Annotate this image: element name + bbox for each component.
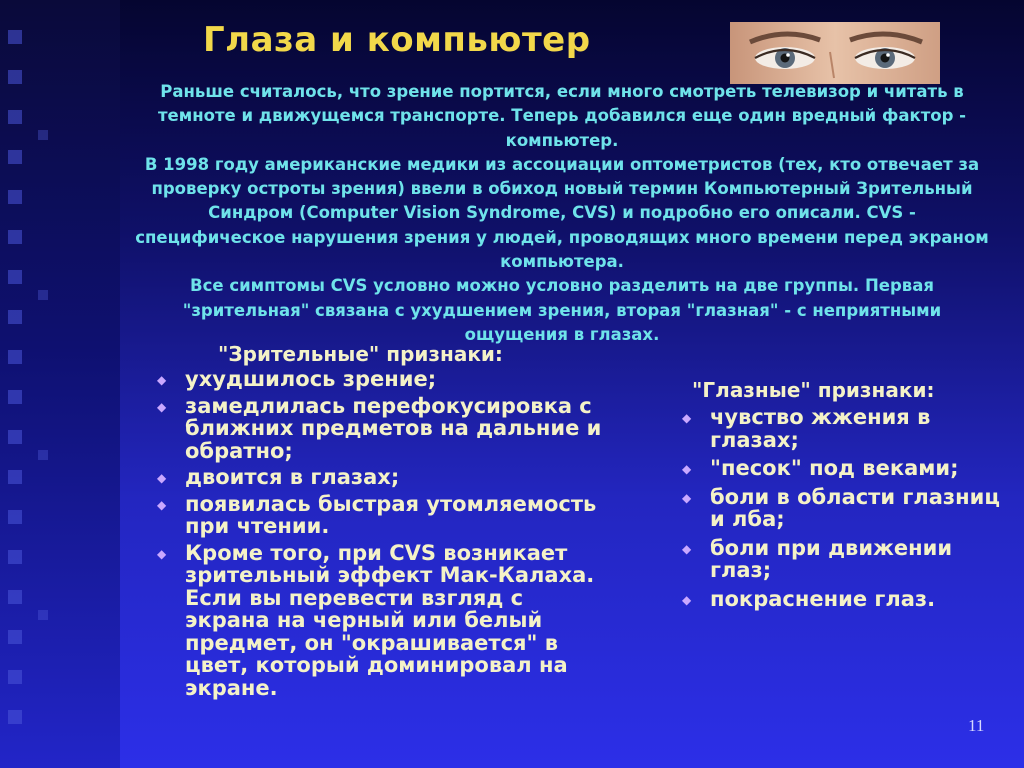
eyes-photo-icon — [730, 22, 940, 84]
diamond-bullet-icon: ◆ — [157, 497, 167, 512]
film-square — [8, 390, 22, 404]
list-item — [680, 537, 1000, 582]
diamond-bullet-icon: ◆ — [157, 399, 167, 414]
film-square — [8, 350, 22, 364]
list-item — [680, 457, 1000, 480]
list-item-text: появилась быстрая утомляемость при чтении. — [185, 491, 597, 538]
film-square — [8, 310, 22, 324]
list-item-text: Кроме того, при CVS возникает зрительный эффект Мак-Калаха. Если вы перевести взгляд с экрана на черный или белый предмет, он "окрашивается" в цвет, который доминировал на экране. — [185, 540, 595, 700]
film-square — [8, 110, 22, 124]
film-square — [8, 710, 22, 724]
film-square — [8, 150, 22, 164]
list-item — [680, 486, 1000, 531]
film-square — [8, 630, 22, 644]
list-item — [680, 588, 1000, 611]
slide-title: Глаза и компьютер — [203, 20, 591, 60]
film-square-small — [38, 290, 48, 300]
diamond-bullet-icon: ◆ — [682, 592, 692, 607]
intro-text — [132, 80, 992, 347]
film-square — [8, 30, 22, 44]
diamond-bullet-icon: ◆ — [682, 490, 692, 505]
list-item-text: чувство жжения в глазах; — [710, 405, 931, 452]
diamond-bullet-icon: ◆ — [157, 471, 167, 485]
film-square-small — [38, 450, 48, 460]
diamond-bullet-icon: ◆ — [682, 462, 692, 476]
film-square — [8, 190, 22, 204]
film-square — [8, 70, 22, 84]
visual-signs-heading: "Зрительные" признаки: — [218, 342, 503, 366]
visual-signs-list — [155, 368, 605, 703]
list-item — [155, 368, 605, 391]
diamond-bullet-icon: ◆ — [157, 373, 167, 387]
left-decorative-strip — [0, 0, 120, 768]
film-square — [8, 270, 22, 284]
list-item-text: покраснение глаз. — [710, 586, 936, 611]
list-item — [155, 542, 605, 700]
list-item — [155, 395, 605, 463]
diamond-bullet-icon: ◆ — [682, 541, 692, 556]
film-square — [8, 670, 22, 684]
list-item — [155, 493, 605, 538]
film-square-small — [38, 610, 48, 620]
film-square — [8, 590, 22, 604]
list-item-text: ухудшилось зрение; — [185, 367, 437, 391]
film-square — [8, 230, 22, 244]
list-item — [155, 466, 605, 489]
film-square-small — [38, 130, 48, 140]
diamond-bullet-icon: ◆ — [157, 546, 167, 561]
intro-paragraph: Раньше считалось, что зрение портится, если много смотреть телевизор и читать в темноте и движущемся транспорте. Теперь добавился еще один вредный фактор - компьютер. — [157, 82, 966, 150]
list-item-text: двоится в глазах; — [185, 465, 400, 489]
eye-signs-heading: "Глазные" признаки: — [692, 378, 935, 402]
film-square — [8, 470, 22, 484]
film-square — [8, 550, 22, 564]
intro-paragraph: Все симптомы CVS условно можно условно разделить на две группы. Первая "зрительная" связана с ухудшением зрения, вторая "глазная" - с неприятными ощущения в глазах. — [182, 276, 942, 344]
diamond-bullet-icon: ◆ — [682, 411, 692, 425]
list-item-text: боли в области глазниц и лба; — [710, 484, 1000, 531]
list-item-text: "песок" под веками; — [710, 456, 959, 480]
list-item — [680, 406, 1000, 451]
page-number: 11 — [968, 716, 985, 735]
list-item-text: замедлилась перефокусировка с ближних предметов на дальние и обратно; — [185, 393, 602, 463]
intro-paragraph: В 1998 году американские медики из ассоциации оптометристов (тех, кто отвечает за проверку остроты зрения) ввели в обиход новый термин Компьютерный Зрительный Синдром (Computer Vision Syndrome, CVS) и подробно его описали. CVS - специфическое нарушения зрения у людей, проводящих много времени перед экраном компьютера. — [135, 154, 989, 272]
film-square — [8, 510, 22, 524]
eye-signs-list — [680, 406, 1000, 616]
film-square — [8, 430, 22, 444]
list-item-text: боли при движении глаз; — [710, 535, 953, 582]
